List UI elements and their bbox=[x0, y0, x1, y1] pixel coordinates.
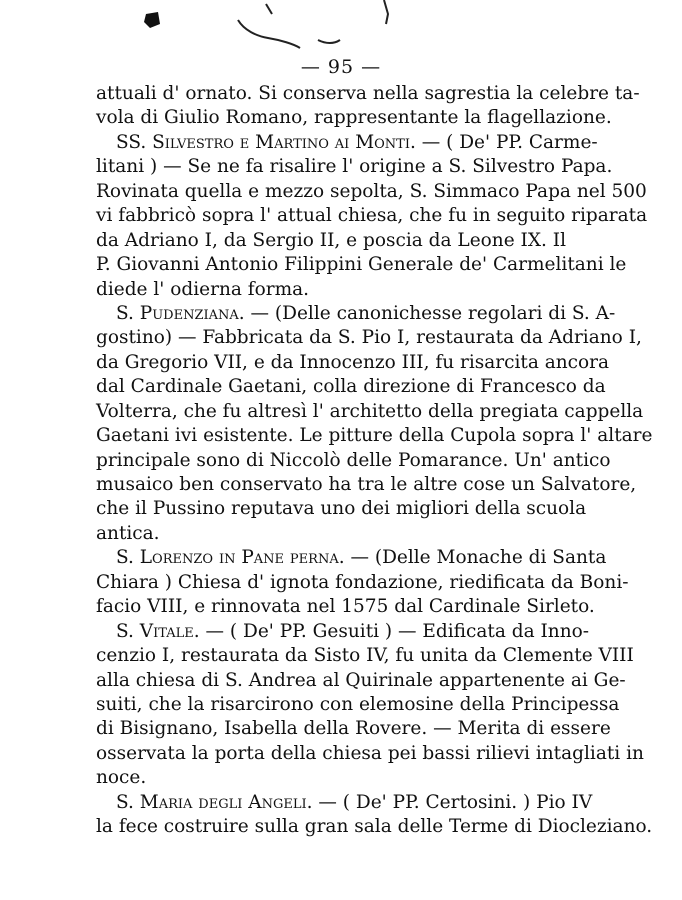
text-line bbox=[96, 82, 640, 106]
line-text: attuali d' ornato. Si conserva nella sagrestia la celebre ta- bbox=[96, 83, 640, 104]
text-line bbox=[96, 400, 644, 424]
text-line bbox=[96, 571, 629, 595]
line-text: — ( De' PP. Certosini. ) Pio IV bbox=[312, 791, 593, 813]
scan-artifact-marks bbox=[0, 0, 682, 60]
line-text: — ( De' PP. Gesuiti ) — Edificata da Inno- bbox=[199, 620, 590, 642]
text-line bbox=[96, 131, 598, 155]
text-line bbox=[96, 204, 648, 228]
line-text: Volterra, che fu altresì l' architetto della pregiata cappella bbox=[96, 400, 644, 422]
line-text: musaico ben conservato ha tra le altre cose un Salvatore, bbox=[96, 474, 637, 495]
text-line bbox=[96, 375, 606, 399]
text-line bbox=[96, 742, 644, 766]
line-text: P. Giovanni Antonio Filippini Generale de' Carmelitani le bbox=[96, 254, 627, 276]
line-text: principale sono di Niccolò delle Pomarance. Un' antico bbox=[96, 449, 611, 471]
line-text: da Gregorio VII, e da Innocenzo III, fu risarcita ancora bbox=[96, 351, 610, 373]
text-line bbox=[96, 424, 653, 448]
line-text: vi fabbricò sopra l' attual chiesa, che fu in seguito riparata bbox=[96, 205, 648, 227]
text-line bbox=[96, 180, 647, 204]
text-line bbox=[96, 522, 566, 546]
entry-heading: S. Lorenzo in Pane perna. bbox=[116, 547, 345, 569]
entry-heading: SS. Silvestro e Martino ai Monti. bbox=[116, 131, 416, 153]
text-line bbox=[96, 253, 627, 277]
entry-heading: S. Pudenziana. bbox=[116, 302, 245, 324]
text-line bbox=[96, 497, 587, 521]
text-line bbox=[96, 351, 610, 375]
text-line bbox=[96, 302, 616, 326]
line-text: noce. bbox=[96, 767, 147, 789]
line-text: cenzio I, restaurata da Sisto IV, fu unita da Clemente VIII bbox=[96, 645, 634, 667]
text-line bbox=[96, 791, 593, 815]
line-text: diede l' odierna forma. bbox=[96, 278, 310, 300]
text-line bbox=[96, 229, 566, 253]
line-text: di Bisignano, Isabella della Rovere. — Merita di essere bbox=[96, 718, 611, 740]
text-line bbox=[96, 669, 626, 693]
text-line bbox=[96, 644, 634, 668]
line-text: la fece costruire sulla gran sala delle Terme di Diocleziano. bbox=[96, 816, 653, 838]
text-line bbox=[96, 473, 637, 497]
text-line bbox=[96, 106, 612, 130]
line-text: gostino) — Fabbricata da S. Pio I, restaurata da Adriano I, bbox=[96, 327, 642, 349]
line-text: — (Delle canonichesse regolari di S. A- bbox=[244, 302, 616, 324]
line-text: antica. bbox=[96, 522, 160, 544]
line-text: litani ) — Se ne fa risalire l' origine a S. Silvestro Papa. bbox=[96, 156, 613, 178]
text-line bbox=[96, 278, 566, 302]
entry-heading: S. Vitale. bbox=[116, 620, 200, 642]
line-text: alla chiesa di S. Andrea al Quirinale appartenente ai Ge- bbox=[96, 669, 626, 691]
line-text: Rovinata quella e mezzo sepolta, S. Simmaco Papa nel 500 bbox=[96, 180, 647, 202]
text-line bbox=[96, 815, 653, 839]
text-line bbox=[96, 766, 566, 790]
text-line bbox=[96, 155, 613, 179]
line-text: Chiara ) Chiesa d' ignota fondazione, riedificata da Boni- bbox=[96, 571, 629, 593]
line-text: Gaetani ivi esistente. Le pitture della Cupola sopra l' altare bbox=[96, 425, 653, 447]
text-line bbox=[96, 449, 611, 473]
page-number: — 95 — bbox=[300, 56, 382, 78]
text-line bbox=[96, 595, 595, 619]
text-line bbox=[96, 326, 642, 350]
body-text bbox=[96, 82, 653, 840]
entry-heading: S. Maria degli Angeli. bbox=[116, 791, 313, 813]
text-line bbox=[96, 620, 590, 644]
line-text: da Adriano I, da Sergio II, e poscia da Leone IX. Il bbox=[96, 229, 566, 251]
line-text: che il Pussino reputava uno dei migliori della scuola bbox=[96, 498, 587, 520]
line-text: — ( De' PP. Carme- bbox=[415, 131, 598, 153]
line-text: — (Delle Monache di Santa bbox=[344, 547, 607, 569]
line-text: facio VIII, e rinnovata nel 1575 dal Cardinale Sirleto. bbox=[96, 596, 595, 618]
line-text: suiti, che la risarcirono con elemosine della Principessa bbox=[96, 693, 620, 715]
text-line bbox=[96, 546, 607, 570]
line-text: dal Cardinale Gaetani, colla direzione di Francesco da bbox=[96, 376, 606, 398]
line-text: vola di Giulio Romano, rappresentante la flagellazione. bbox=[96, 107, 612, 129]
line-text: osservata la porta della chiesa pei bassi rilievi intagliati in bbox=[96, 742, 644, 764]
text-line bbox=[96, 717, 611, 741]
text-line bbox=[96, 693, 620, 717]
